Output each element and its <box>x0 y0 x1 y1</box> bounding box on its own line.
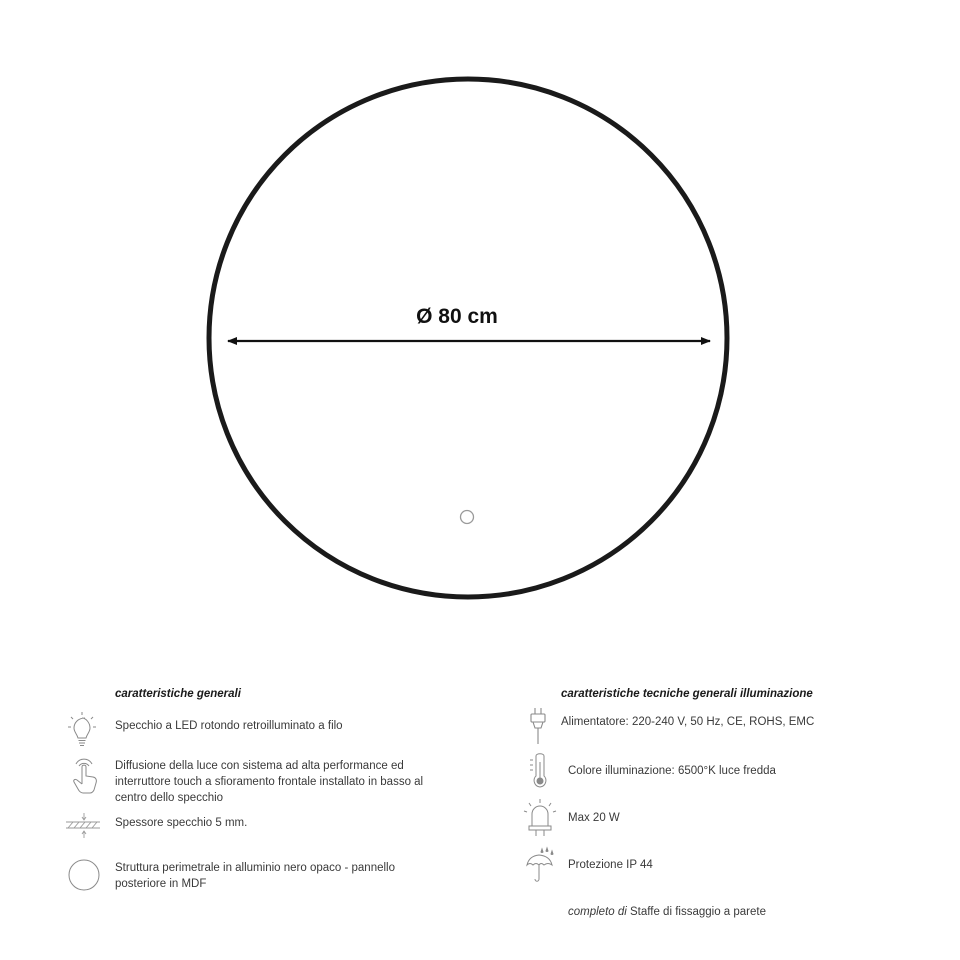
diameter-label: Ø 80 cm <box>416 305 498 328</box>
technical-item-text: Alimentatore: 220-240 V, 50 Hz, CE, ROHS, EMC <box>561 716 815 728</box>
accessories-note-text: Staffe di fissaggio a parete <box>630 906 766 918</box>
technical-item <box>520 704 940 746</box>
lightbulb-icon <box>62 710 102 750</box>
general-item <box>62 858 462 894</box>
general-item <box>62 812 462 844</box>
general-item-text: Diffusione della luce con sistema ad alta performance ed interruttore touch a sfioramento frontale installato in basso al centro dello specchio <box>115 760 424 804</box>
general-item-text: Struttura perimetrale in alluminio nero opaco - pannello posteriore in MDF <box>115 862 395 890</box>
touch-switch <box>461 511 474 524</box>
technical-item-text: Colore illuminazione: 6500°K luce fredda <box>568 765 776 777</box>
thickness-icon <box>62 812 102 844</box>
technical-features-title: caratteristiche tecniche generali illuminazione <box>561 688 813 700</box>
technical-item-text: Max 20 W <box>568 812 620 824</box>
plug-icon <box>520 704 556 746</box>
general-features-title: caratteristiche generali <box>115 688 241 700</box>
led-bulb-icon <box>520 798 560 838</box>
general-item <box>62 710 462 750</box>
accessories-note <box>568 906 766 918</box>
touch-hand-icon <box>62 754 102 798</box>
technical-item-text: Protezione IP 44 <box>568 859 653 871</box>
circle-frame-icon <box>62 858 102 894</box>
mirror-outline <box>209 79 727 597</box>
general-item-text: Specchio a LED rotondo retroilluminato a filo <box>115 720 343 732</box>
accessories-note-prefix: completo di <box>568 906 627 918</box>
ip-protection-icon <box>520 846 560 886</box>
technical-item <box>520 846 940 888</box>
general-item-text: Spessore specchio 5 mm. <box>115 817 248 829</box>
general-item <box>62 754 462 806</box>
technical-item <box>520 798 940 840</box>
thermometer-icon <box>520 750 556 792</box>
technical-item <box>520 750 940 792</box>
